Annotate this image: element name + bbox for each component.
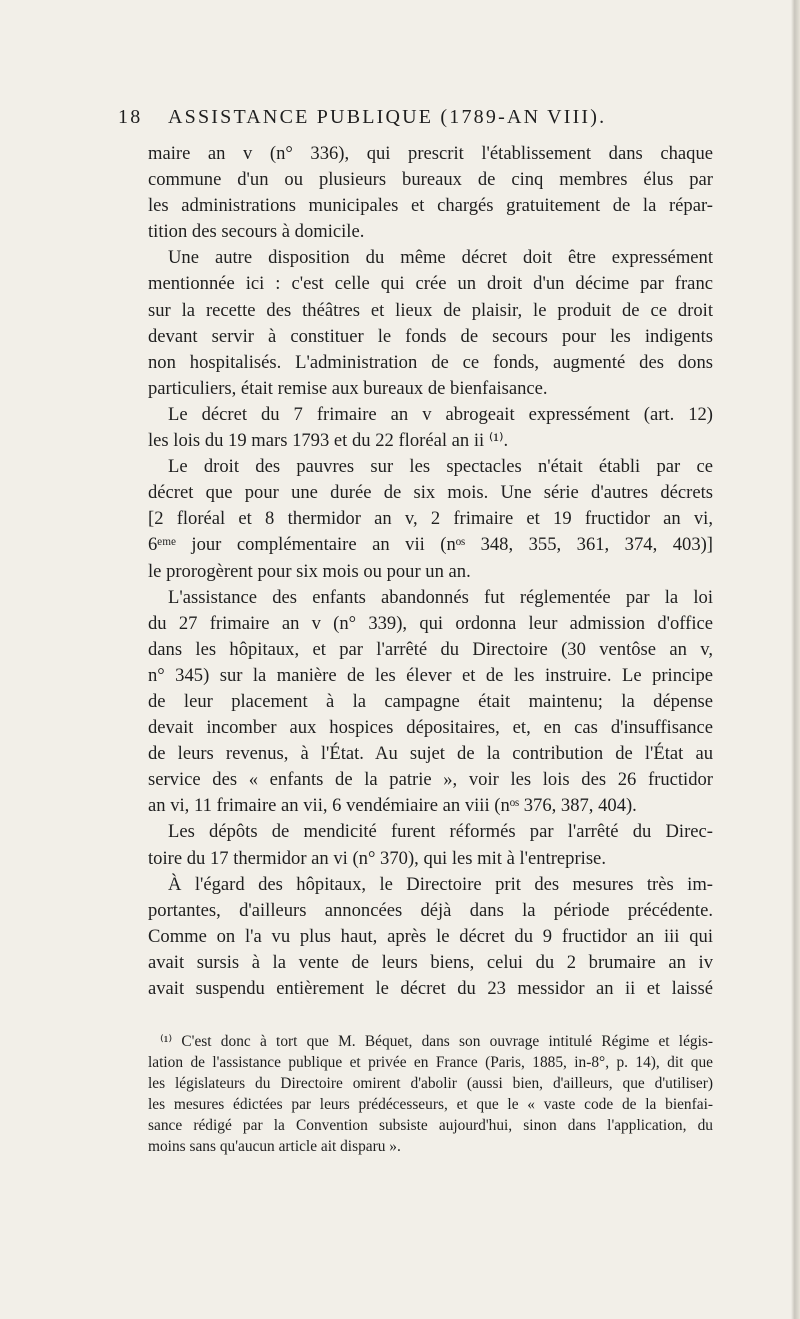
text-line: L'assistance des enfants abandonnés fut réglementée par la loi <box>168 586 713 608</box>
text-line: service des « enfants de la patrie », voir les lois des 26 fructidor <box>148 769 713 791</box>
text-line: devant servir à constituer le fonds de secours pour les indigents <box>148 325 713 347</box>
text-line: le prorogèrent pour six mois ou pour un an. <box>148 560 471 582</box>
text-line: À l'égard des hôpitaux, le Directoire prit des mesures très im- <box>168 873 713 895</box>
text-line: dans les hôpitaux, et par l'arrêté du Directoire (30 ventôse an v, <box>148 638 713 660</box>
text-line: mentionnée ici : c'est celle qui crée un droit d'un décime par franc <box>148 273 713 295</box>
running-title: ASSISTANCE PUBLIQUE (1789-AN VIII). <box>168 106 607 128</box>
text-line: Une autre disposition du même décret doit être expressément <box>168 247 713 269</box>
text-line: les administrations municipales et chargés gratuitement de la répar- <box>148 195 713 217</box>
text-line: particuliers, était remise aux bureaux de bienfaisance. <box>148 377 548 399</box>
text-line: avait suspendu entièrement le décret du 23 messidor an ii et laissé <box>148 978 713 999</box>
running-header <box>118 106 708 129</box>
text-line: Le décret du 7 frimaire an v abrogeait expressément (art. 12) <box>168 403 713 425</box>
text-line: les lois du 19 mars 1793 et du 22 floréal an ii ⁽¹⁾. <box>148 430 509 452</box>
text-line: du 27 frimaire an v (n° 339), qui ordonna leur admission d'office <box>148 612 713 634</box>
footnote-line: ⁽¹⁾ C'est donc à tort que M. Béquet, dans son ouvrage intitulé Régime et légis- <box>160 1033 713 1050</box>
text-line: Les dépôts de mendicité furent réformés par l'arrêté du Direc- <box>168 821 713 843</box>
text-line: non hospitalisés. L'administration de ce fonds, augmenté des dons <box>148 351 713 373</box>
text-line: n° 345) sur la manière de les élever et de les instruire. Le principe <box>148 664 713 686</box>
text-line: Comme on l'a vu plus haut, après le décret du 9 fructidor an iii qui <box>148 925 713 947</box>
text-line: [2 floréal et 8 thermidor an v, 2 frimaire et 19 fructidor an vi, <box>148 508 713 530</box>
text-line: sur la recette des théâtres et lieux de plaisir, le produit de ce droit <box>148 299 713 321</box>
body-text <box>148 141 713 1002</box>
text-line: an vi, 11 frimaire an vii, 6 vendémiaire an viii (nᵒˢ 376, 387, 404). <box>148 795 637 817</box>
page-edge-shadow <box>791 0 800 1319</box>
text-line: de leur placement à la campagne était maintenu; la dépense <box>148 690 713 712</box>
page-number: 18 <box>118 106 143 128</box>
footnote-line: sance rédigé par la Convention subsiste aujourd'hui, sinon dans l'application, du <box>148 1117 713 1134</box>
text-line: 6ᵉᵐᵉ jour complémentaire an vii (nᵒˢ 348, 355, 361, 374, 403)] <box>148 534 713 556</box>
text-line: tition des secours à domicile. <box>148 221 365 243</box>
text-line: Le droit des pauvres sur les spectacles n'était établi par ce <box>168 456 713 478</box>
text-line: maire an v (n° 336), qui prescrit l'établissement dans chaque <box>148 143 713 164</box>
footnote <box>148 1031 713 1157</box>
footnote-line: moins sans qu'aucun article ait disparu ». <box>148 1138 401 1155</box>
text-line: décret que pour une durée de six mois. Une série d'autres décrets <box>148 482 713 504</box>
text-line: de leurs revenus, à l'État. Au sujet de la contribution de l'État au <box>148 743 713 765</box>
text-line: toire du 17 thermidor an vi (n° 370), qui les mit à l'entreprise. <box>148 847 606 869</box>
footnote-line: lation de l'assistance publique et privée en France (Paris, 1885, in-8°, p. 14), dit que <box>148 1054 713 1071</box>
text-line: portantes, d'ailleurs annoncées déjà dans la période précédente. <box>148 899 713 921</box>
text-line: commune d'un ou plusieurs bureaux de cinq membres élus par <box>148 169 713 191</box>
footnote-line: les législateurs du Directoire omirent d'abolir (aussi bien, d'ailleurs, que d'utiliser) <box>148 1075 713 1092</box>
text-line: avait sursis à la vente de leurs biens, celui du 2 brumaire an iv <box>148 951 713 973</box>
text-line: devait incomber aux hospices dépositaires, et, en cas d'insuffisance <box>148 717 713 739</box>
footnote-line: les mesures édictées par leurs prédécesseurs, et que le « vaste code de la bienfai- <box>148 1096 713 1113</box>
